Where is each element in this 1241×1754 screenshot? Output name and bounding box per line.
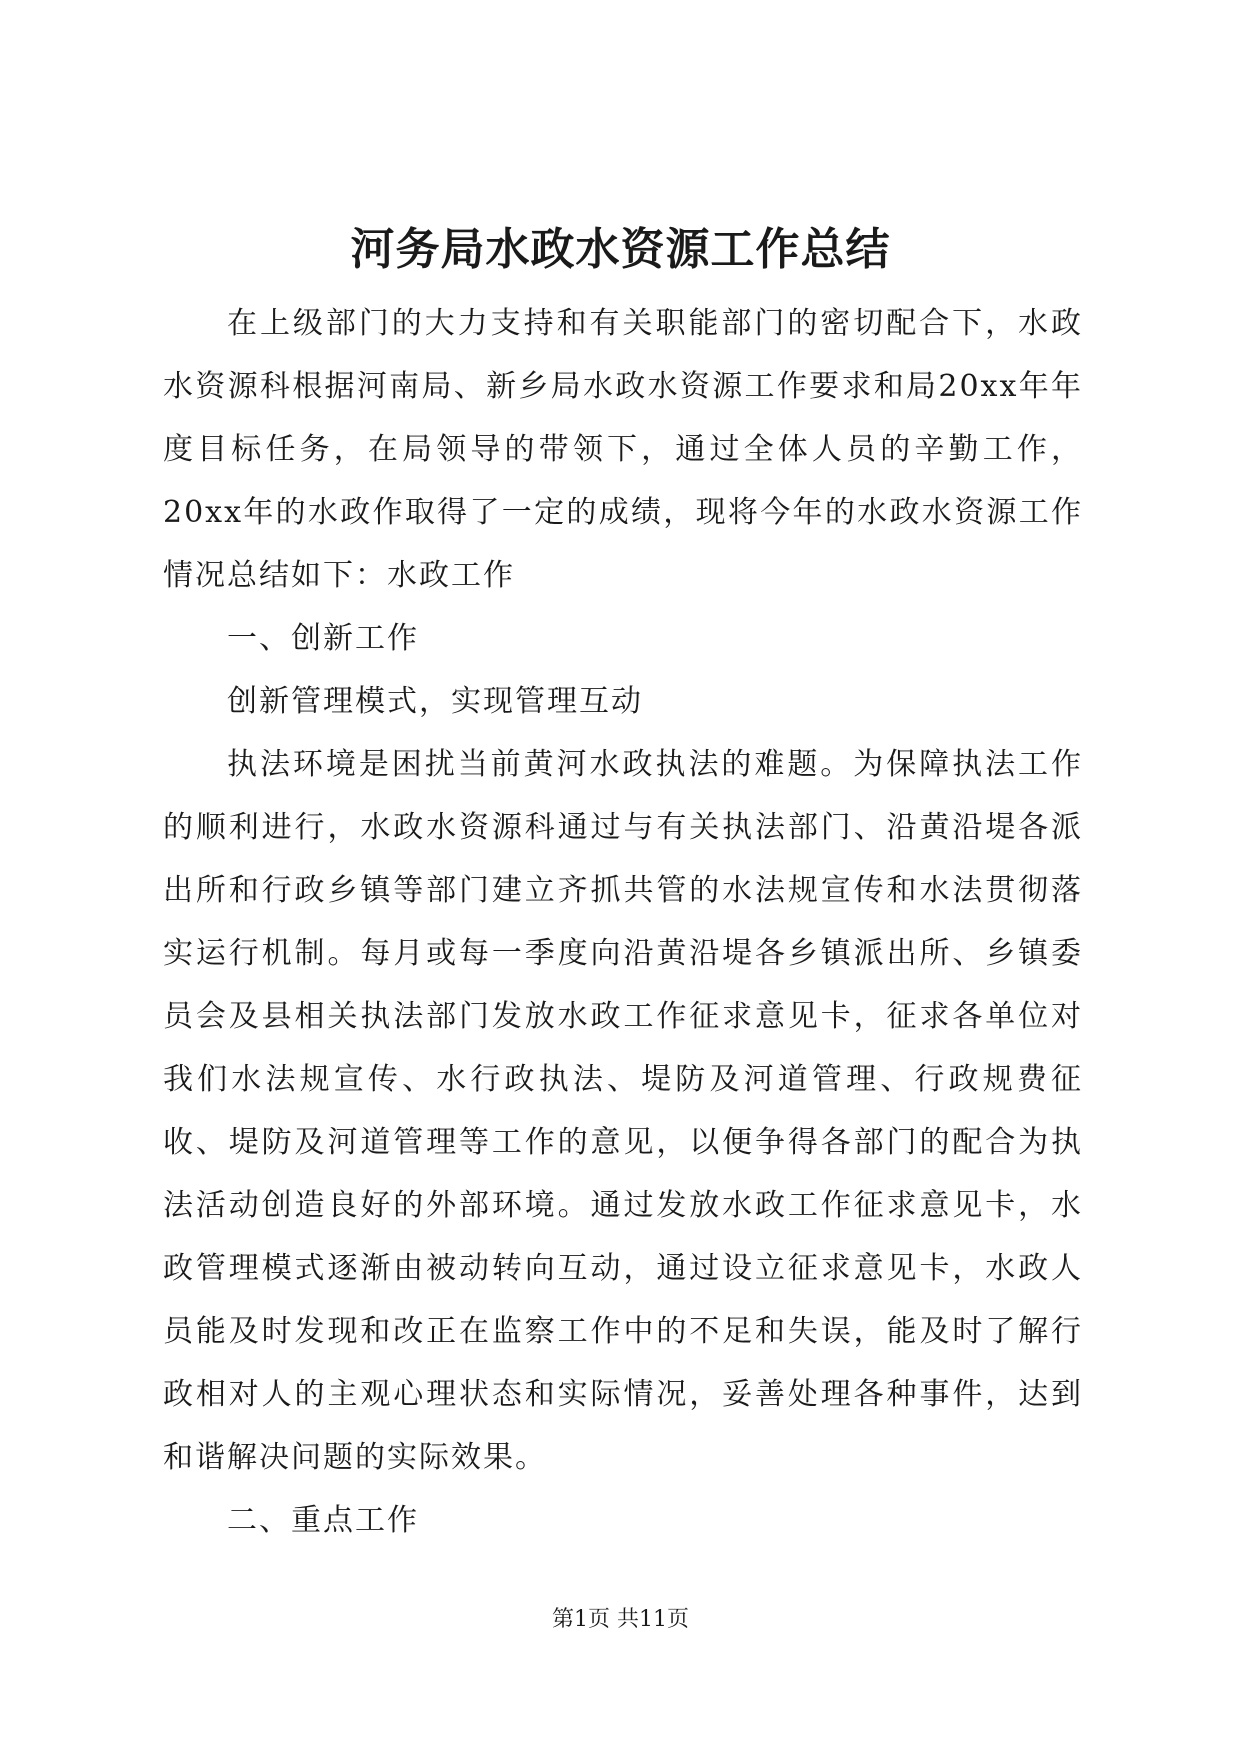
paragraph-intro: 在上级部门的大力支持和有关职能部门的密切配合下，水政水资源科根据河南局、新乡局水政水资源工作要求和局20xx年年度目标任务，在局领导的带领下，通过全体人员的辛勤工作，20xx年的水政作取得了一定的成绩，现将今年的水政水资源工作情况总结如下：水政工作	[163, 306, 1083, 593]
paragraph-law-enforcement: 执法环境是困扰当前黄河水政执法的难题。为保障执法工作的顺利进行，水政水资源科通过与有关执法部门、沿黄沿堤各派出所和行政乡镇等部门建立齐抓共管的水法规宣传和水法贯彻落实运行机制。每月或每一季度向沿黄沿堤各乡镇派出所、乡镇委员会及县相关执法部门发放水政工作征求意见卡，征求各单位对我们水法规宣传、水行政执法、堤防及河道管理、行政规费征收、堤防及河道管理等工作的意见，以便争得各部门的配合为执法活动创造良好的外部环境。通过发放水政工作征求意见卡，水政管理模式逐渐由被动转向互动，通过设立征求意见卡，水政人员能及时发现和改正在监察工作中的不足和失误，能及时了解行政相对人的主观心理状态和实际情况，妥善处理各种事件，达到和谐解决问题的实际效果。	[163, 747, 1083, 1475]
document-title: 河务局水政水资源工作总结	[350, 224, 891, 275]
document-body	[163, 292, 1083, 1552]
page-footer: 第1页 共11页	[552, 1607, 689, 1632]
section-heading-innovation: 一、创新工作	[227, 621, 419, 656]
subheading-management-mode: 创新管理模式，实现管理互动	[227, 684, 643, 719]
section-heading-key-work: 二、重点工作	[227, 1503, 419, 1538]
